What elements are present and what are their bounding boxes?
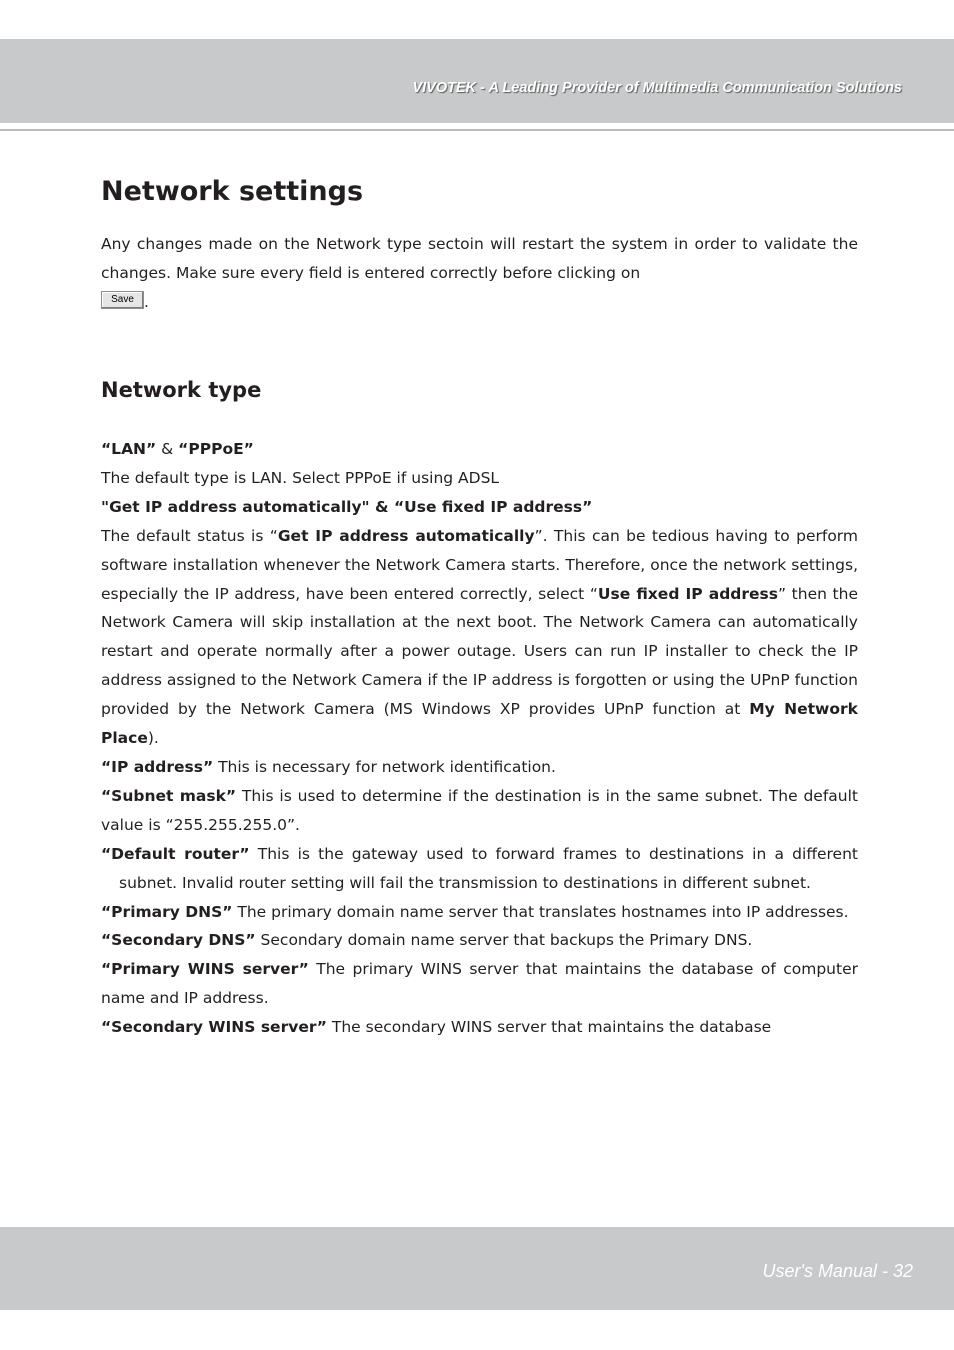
field-term: “Secondary WINS server” [101, 1018, 327, 1037]
ip-mode-term-place: My Network Place [101, 700, 858, 748]
amp: & [156, 440, 179, 458]
field-subnet-mask [101, 782, 858, 840]
intro-text: Any changes made on the Network type sectoin will restart the system in order to validate the changes. Make sure every field is entered correctly before clicking on [101, 235, 858, 282]
ip-mode-text-1: The default status is “ [101, 526, 278, 545]
field-term: “Primary WINS server” [101, 960, 309, 979]
page-content [101, 170, 858, 1042]
lan-pppoe-heading [101, 435, 858, 464]
page-title: Network settings [101, 176, 364, 207]
intro-trailing: . [144, 293, 149, 311]
ip-mode-text-3: ” then the Network Camera will skip installation at the next boot. The Network Camera can automatically restart and operate normally after a power outage. Users can run IP installer to check the IP address assigned to the Network Camera if the IP address is forgotten or using the UPnP function provided by the Network Camera (MS Windows XP provides UPnP function at [101, 584, 858, 719]
field-desc: The secondary WINS server that maintains the database [326, 1018, 772, 1037]
intro-paragraph [101, 230, 858, 317]
field-term: “Primary DNS” [101, 902, 233, 921]
header-divider [0, 129, 954, 131]
field-secondary-dns [101, 926, 858, 955]
field-desc: This is the gateway used to forward frames to destinations in a different subnet. Invalid router setting will fail the transmission to destinations in different subnet. [119, 844, 858, 892]
ip-mode-text-4: ). [147, 729, 159, 748]
section-title: Network type [101, 378, 262, 402]
term-lan: “LAN” [101, 440, 157, 458]
section-body [101, 435, 858, 1042]
term-pppoe: “PPPoE” [178, 440, 254, 458]
field-default-router [101, 840, 858, 898]
field-desc: The primary domain name server that translates hostnames into IP addresses. [232, 902, 849, 921]
ip-mode-heading [101, 493, 858, 522]
field-desc: This is necessary for network identification. [213, 757, 556, 776]
field-ip-address [101, 753, 858, 782]
header-tagline: VIVOTEK - A Leading Provider of Multimedia Communication Solutions [412, 80, 902, 96]
field-desc: This is used to determine if the destination is in the same subnet. The default value is “255.255.255.0”. [101, 786, 858, 834]
field-term: “Subnet mask” [101, 786, 237, 805]
field-term: “IP address” [101, 757, 214, 776]
ip-mode-term-auto: Get IP address automatically [277, 526, 535, 545]
lan-pppoe-description: The default type is LAN. Select PPPoE if using ADSL [101, 468, 500, 487]
field-term: “Secondary DNS” [101, 931, 256, 950]
field-desc: Secondary domain name server that backups the Primary DNS. [255, 931, 753, 950]
ip-mode-term-fixed: Use fixed IP address [597, 584, 778, 603]
page-number-label: User's Manual - 32 [762, 1261, 913, 1281]
field-term: “Default router” [101, 844, 250, 863]
save-button[interactable]: Save [101, 291, 144, 309]
ip-mode-heading-text: "Get IP address automatically" & “Use fixed IP address” [101, 497, 593, 516]
field-primary-dns [101, 898, 858, 927]
field-primary-wins [101, 955, 858, 1013]
ip-mode-text-2: ”. This can be tedious having to perform software installation whenever the Network Camera starts. Therefore, once the network settings, especially the IP address, have been entered correctly, select “ [101, 526, 859, 603]
field-desc: The primary WINS server that maintains the database of computer name and IP address. [101, 960, 858, 1008]
field-secondary-wins [101, 1013, 858, 1042]
ip-mode-paragraph [101, 522, 858, 753]
